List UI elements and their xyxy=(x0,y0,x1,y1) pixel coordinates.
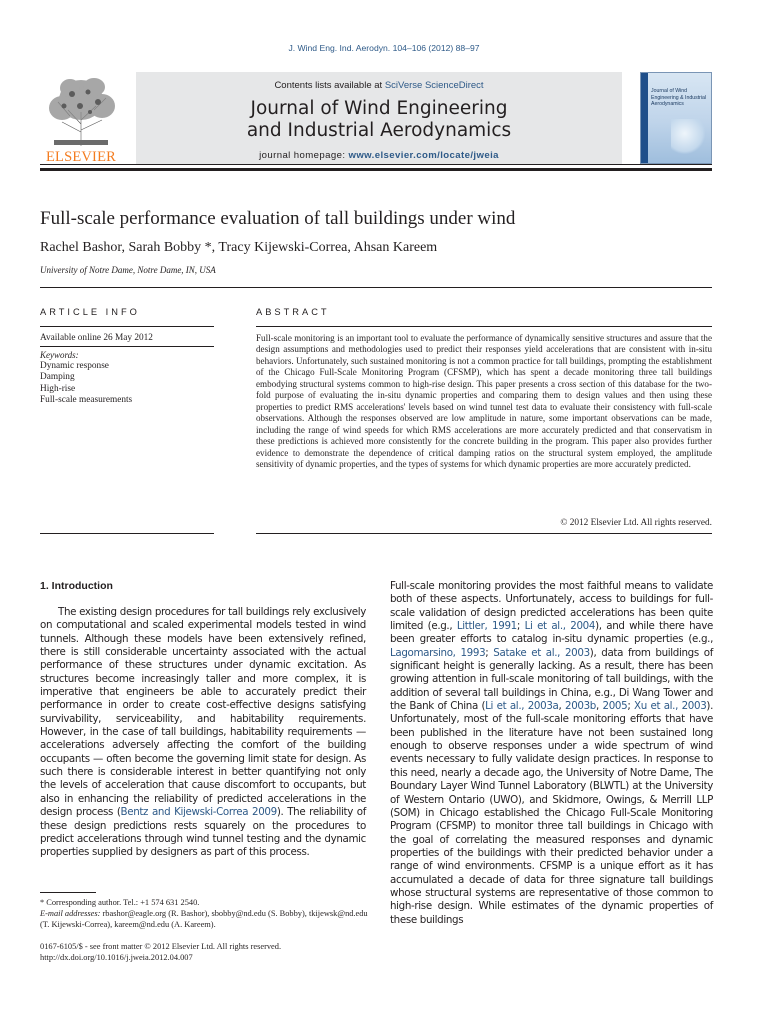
email-addresses: E-mail addresses: rbashor@eagle.org (R. Bashor), sbobby@nd.edu (S. Bobby), tkijewsk@nd.edu (T. Kijewski-Correa), kareem@nd.edu (A. Kareem). xyxy=(40,909,368,929)
cover-title: Journal of Wind Engineering & Industrial Aerodynamics xyxy=(651,88,707,107)
journal-cover-image xyxy=(640,72,712,164)
citation-link[interactable]: Li et al., 2003a xyxy=(485,700,559,713)
body-column-right: Full-scale monitoring provides the most faithful means to validate both of these aspects. Unfortunately, access to buildings for full-scale validation of design predicted accelerations has been quite limited (e.g., Littler, 1991; Li et al., 2004), and while there have been greater efforts to catalog in-situ dynamic properties (e.g., Lagomarsino, 1993; Satake et al., 2003), data from buildings of significant height is generally lacking. As a result, there has been growing attention in full-scale monitoring of tall buildings, with the addition of several tall buildings in China, e.g., Di Wang Tower and the Bank of China (Li et al., 2003a, 2003b, 2005; Xu et al., 2003). Unfortunately, most of the full-scale monitoring efforts that have been published in the literature have not been sustained long enough to observe responses under a wide spectrum of wind events necessary to fully validate design practices. In response to this need, nearly a decade ago, the University of Notre Dame, The Boundary Layer Wind Tunnel Laboratory (BLWTL) at the University of Western Ontario (UWO), and Skidmore, Owings, & Merrill LLP (SOM) in Chicago established the Chicago Full-Scale Monitoring Program (CFSMP) to monitor three tall buildings in Chicago with the goal of correlating the measured responses and dynamic properties of the buildings with their predicted behavior under a range of wind environments. CFSMP is a unique effort as it has accumulated a decade of data for three signature tall buildings whose structural systems are representative of those common to high-rise design. While estimates of the dynamic properties of these buildings xyxy=(390,580,713,926)
keyword: Full-scale measurements xyxy=(40,394,133,405)
article-info-heading: ARTICLE INFO xyxy=(40,307,140,317)
citation-link[interactable]: Bentz and Kijewski-Correa 2009 xyxy=(120,806,277,819)
citation-link[interactable]: 2005 xyxy=(602,700,628,713)
header-rule-thin xyxy=(40,164,712,165)
citation-link[interactable]: Satake et al., 2003 xyxy=(493,646,590,659)
author-affiliation: University of Notre Dame, Notre Dame, IN, USA xyxy=(40,265,216,275)
citation-link[interactable]: Littler, 1991 xyxy=(456,620,517,633)
journal-homepage: journal homepage: www.elsevier.com/locate/jweia xyxy=(259,150,499,161)
homepage-link[interactable]: www.elsevier.com/locate/jweia xyxy=(348,150,499,161)
article-info-bottom-rule xyxy=(40,533,214,534)
journal-title: Journal of Wind Engineering and Industrial Aerodynamics xyxy=(246,98,512,141)
article-authors: Rachel Bashor, Sarah Bobby *, Tracy Kijewski-Correa, Ahsan Kareem xyxy=(40,240,438,255)
corresponding-author-note: * Corresponding author. Tel.: +1 574 631 2540. xyxy=(40,898,200,907)
issn-doi-block xyxy=(40,941,380,963)
copyright-notice: © 2012 Elsevier Ltd. All rights reserved. xyxy=(560,518,712,528)
publisher-wordmark: ELSEVIER xyxy=(45,149,117,165)
issn-line: 0167-6105/$ - see front matter © 2012 Elsevier Ltd. All rights reserved. xyxy=(40,942,282,951)
article-title: Full-scale performance evaluation of tall buildings under wind xyxy=(40,208,516,229)
citation-link[interactable]: 2003b xyxy=(565,700,596,713)
keyword: Damping xyxy=(40,372,75,383)
footnote-rule xyxy=(40,892,96,893)
section-divider xyxy=(40,287,712,288)
article-info-rule xyxy=(40,326,214,327)
article-info-subrule xyxy=(40,346,214,347)
available-online-date: Available online 26 May 2012 xyxy=(40,333,153,343)
abstract-text: Full-scale monitoring is an important tool to evaluate the performance of dynamically sensitive structures and assure that the design assumptions and methodologies used to predict their responses yield accelerations that are consistent with in-situ behaviors. Unfortunately, such sustained monitoring is not a common practice for tall buildings, prompting the establishment of the Chicago Full-Scale Monitoring Program (CFSMP), which has spent a decade monitoring three tall buildings embodying structural systems common to high-rise design. This paper presents a cross section of this database for the two-fold purpose of evaluating the in-situ dynamic properties and comparing them to design values and then using these properties to predict RMS accelerations' levels based on wind tunnel test data to evaluate their consistency with full-scale observations. Although the responses observed are low amplitude in nature, some important observations can be made, including the range of wind speeds for which RMS accelerations are more accurately predicted and that conservatism in these predictions is achieved more consistently for the concrete building in the program. This paper also provides further evidence to demonstrate the dependence of critical damping ratios on the structural system employed, the amplitude sensitivity of dynamic properties, and the types of systems for which dynamic properties are more accurately predicted. xyxy=(256,333,712,469)
journal-citation: J. Wind Eng. Ind. Aerodyn. 104–106 (2012) 88–97 xyxy=(288,43,480,53)
section-heading-introduction: 1. Introduction xyxy=(40,580,113,592)
abstract-rule xyxy=(256,326,712,327)
sciencedirect-link[interactable]: SciVerse ScienceDirect xyxy=(384,80,484,91)
abstract-bottom-rule xyxy=(256,533,712,534)
keyword: High-rise xyxy=(40,383,76,394)
keywords-label: Keywords: xyxy=(40,350,79,360)
keyword: Dynamic response xyxy=(40,361,109,371)
citation-link[interactable]: Xu et al., 2003 xyxy=(634,700,707,713)
footnote xyxy=(40,897,370,930)
keywords-list xyxy=(40,361,132,406)
body-column-left: The existing design procedures for tall buildings rely exclusively on computational and scaled experimental models tested in wind tunnels. Although these models have been extensively refined, there is still considerable uncertainty associated with the actual performance of these structures under dynamic excitation. As structures become increasingly taller and more complex, it is imperative that engineers be able to accurately predict their performance in order to create cost-effective designs satisfying survivability, serviceability, and habitability requirements. However, in the case of tall buildings, habitability requirements — accelerations adversely affecting the comfort of the building occupants — often become the governing limit state for design. As such there is considerable interest in better quantifying not only the levels of acceleration that cause discomfort to occupants, but also in enhancing the reliability of predicted accelerations in the design process (Bentz and Kijewski-Correa 2009). The reliability of these design predictions rests squarely on the procedures to predict accelerations through wind tunnel testing and the dynamic properties supplied by designers as part of this process. xyxy=(40,606,366,859)
abstract-heading: ABSTRACT xyxy=(256,307,330,317)
doi-link[interactable]: http://dx.doi.org/10.1016/j.jweia.2012.04.007 xyxy=(40,953,193,962)
citation-link[interactable]: Li et al., 2004 xyxy=(524,620,596,633)
header-rule-thick xyxy=(40,168,712,171)
citation-link[interactable]: Lagomarsino, 1993 xyxy=(390,646,486,659)
contents-line: Contents lists available at SciVerse ScienceDirect xyxy=(274,80,484,91)
